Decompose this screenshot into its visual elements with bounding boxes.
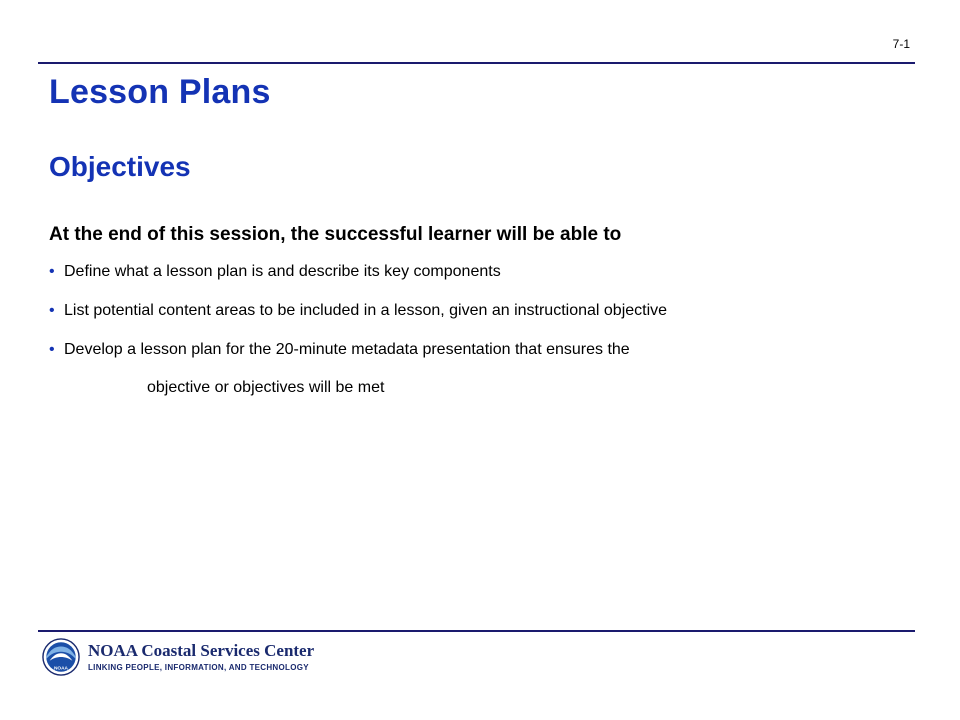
objectives-intro: At the end of this session, the successful learner will be able to — [49, 224, 622, 245]
objective-continuation: objective or objectives will be met — [147, 379, 385, 396]
org-tagline: LINKING PEOPLE, INFORMATION, AND TECHNOLOGY — [88, 662, 309, 672]
objective-item — [49, 301, 919, 321]
footer-logo — [42, 638, 314, 676]
top-divider — [38, 62, 915, 64]
objective-text: Develop a lesson plan for the 20-minute metadata presentation that ensures the — [64, 341, 630, 358]
bullet-icon: • — [49, 263, 55, 280]
section-subtitle: Objectives — [49, 151, 191, 182]
slide-number: 7-1 — [892, 37, 910, 51]
seal-lettering: NOAA — [54, 666, 68, 672]
noaa-seal-icon — [42, 638, 80, 676]
footer-text — [88, 642, 314, 673]
bullet-icon: • — [49, 302, 55, 319]
objective-text: List potential content areas to be included in a lesson, given an instructional objective — [64, 302, 668, 319]
page-title: Lesson Plans — [49, 73, 271, 111]
objectives-list — [49, 262, 919, 417]
objective-text: Define what a lesson plan is and describe its key components — [64, 263, 501, 280]
bottom-divider — [38, 630, 915, 632]
bullet-icon: • — [49, 341, 55, 358]
objective-item — [49, 262, 919, 282]
objective-item — [49, 340, 919, 398]
org-name: NOAA Coastal Services Center — [88, 640, 315, 660]
